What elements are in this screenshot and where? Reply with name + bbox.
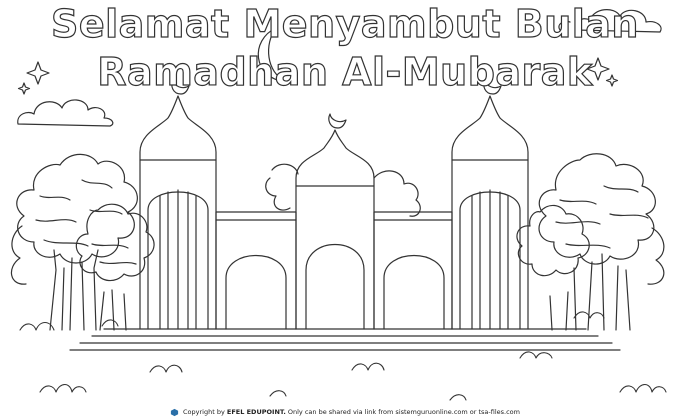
title-line-1: Selamat Menyambut Bulan [51,2,639,46]
tree-icon [266,164,421,216]
footer-prefix: Copyright by [183,408,225,416]
copyright-footer [0,404,690,420]
footer-brand: EFEL EDUPOINT. [226,408,286,416]
tree-icon [11,154,137,330]
title-line-2: Ramadhan Al-Mubarak [97,50,593,94]
logo-icon [170,408,179,417]
cloud-icon [18,100,113,126]
footer-text: Only can be shared via link from sistemguruonline.com or tsa-files.com [287,408,520,416]
grass-tuft-icon [20,312,666,400]
mosque-icon [140,80,528,329]
tree-icon [76,204,154,330]
tree-icon [539,154,664,330]
